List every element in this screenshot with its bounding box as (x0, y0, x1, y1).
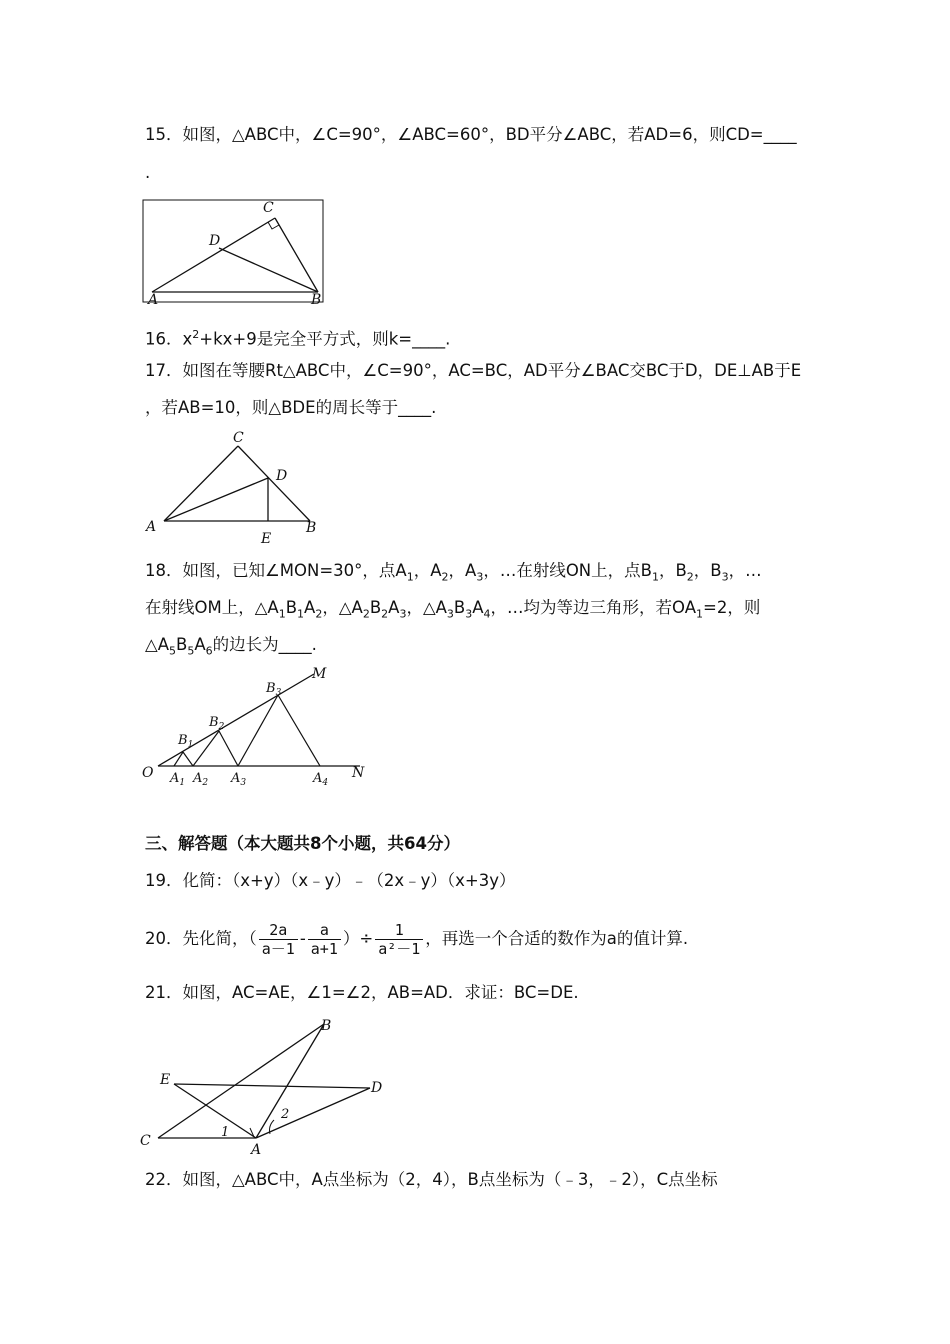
q18-sub: 6 (205, 644, 213, 658)
label-q18-B3: $B_3$ (266, 681, 282, 698)
label-q15-C: C (263, 200, 274, 216)
q18-t: B (285, 598, 298, 617)
question-17-line-1: 17．如图在等腰Rt△ABC中，∠C=90°，AC=BC，AD平分∠BAC交BC于D，DE⊥AB于E (145, 361, 802, 380)
label-q15-D: D (209, 233, 221, 249)
label-q21-B: B (321, 1018, 332, 1034)
label-q17-B: B (306, 520, 317, 536)
q18-sub: 3 (465, 607, 473, 621)
q18-sub: 2 (381, 607, 389, 621)
q18-t7: ，… (728, 561, 762, 580)
q18-sub: 3 (446, 607, 454, 621)
label-q17-D: D (276, 468, 288, 484)
label-q18-A3: $A_3$ (231, 771, 247, 788)
label-q21-D: D (371, 1080, 383, 1096)
figure-q17-triangle (140, 428, 330, 548)
q18-t4: ，…在射线ON上，点B (483, 561, 652, 580)
fraction-numerator: a (308, 921, 341, 940)
label-q18-M: M (312, 666, 327, 682)
label-q18-A4: $A_4$ (313, 771, 329, 788)
question-21-text: 21．如图，AC=AE，∠1=∠2，AB=AD．求证：BC=DE. (145, 983, 579, 1002)
label-q21-angle-1: 1 (221, 1125, 230, 1140)
figure-q15-frame (143, 200, 323, 302)
q18-sub: 2 (686, 570, 694, 584)
label-q17-E: E (261, 531, 272, 547)
q18-sub: 3 (476, 570, 484, 584)
q18-sub: 2 (315, 607, 323, 621)
q18-sub: 4 (483, 607, 491, 621)
label-q21-A: A (251, 1142, 262, 1158)
figure-q15-triangle (140, 196, 330, 308)
label-q18-B2: $B_2$ (209, 715, 225, 732)
q20-pre: 20．先化简，（ (145, 929, 257, 948)
q18-t: B (175, 635, 188, 654)
q16-post: +kx+9是完全平方式，则k=____. (199, 329, 451, 349)
q18-t: 在射线OM上，△A (145, 598, 279, 617)
q18-sub: 1 (278, 607, 286, 621)
q18-sub: 1 (651, 570, 659, 584)
q18-t: ，△A (406, 598, 447, 617)
q18-t: B (453, 598, 466, 617)
fraction-denominator: a－1 (261, 940, 295, 958)
q20-minus: - (299, 929, 306, 948)
q18-sub: 1 (696, 607, 704, 621)
q18-t: A (194, 635, 206, 654)
fraction-a-over-a-plus-1 (308, 921, 341, 958)
q20-post: ，再选一个合适的数作为a的值计算. (425, 929, 689, 948)
figure-q18-equilateral-chain (138, 660, 378, 790)
q18-t: B (369, 598, 382, 617)
q16-pre: 16．x (145, 329, 193, 349)
q18-t: 的边长为____. (212, 635, 317, 654)
q16-sup: 2 (192, 328, 200, 341)
label-q21-E: E (160, 1072, 171, 1088)
question-18-line-3 (145, 634, 317, 662)
q18-t2: ，A (413, 561, 442, 580)
q18-t: =2，则 (703, 598, 761, 617)
fraction-2a-over-a-minus-1 (259, 921, 298, 958)
q20-mid: ）÷ (342, 929, 374, 948)
label-q18-B1: $B_1$ (178, 733, 194, 750)
q18-t: A (304, 598, 316, 617)
q18-sub: 1 (406, 570, 414, 584)
q18-t: △A (145, 635, 169, 654)
label-q15-B: B (311, 292, 322, 308)
question-18-line-2 (145, 597, 760, 625)
q18-t: ，△A (322, 598, 363, 617)
q18-t1: 18．如图，已知∠MON=30°，点A (145, 561, 407, 580)
label-q18-N: N (352, 765, 365, 781)
fraction-numerator: 1 (375, 921, 423, 940)
q18-sub: 2 (362, 607, 370, 621)
question-15-text: 15．如图，△ABC中，∠C=90°，∠ABC=60°，BD平分∠ABC，若AD=6，则CD=____ (145, 125, 797, 144)
question-15-continuation: . (145, 163, 151, 182)
label-q17-C: C (233, 430, 244, 446)
label-q18-A2: $A_2$ (193, 771, 209, 788)
question-20-text (145, 917, 688, 961)
q18-t6: ，B (693, 561, 722, 580)
q18-sub: 2 (441, 570, 449, 584)
q18-sub: 5 (187, 644, 195, 658)
fraction-1-over-a2-minus-1 (375, 921, 423, 958)
q18-t: ，…均为等边三角形，若OA (490, 598, 697, 617)
question-19-text: 19．化简：（x+y）（x﹣y）﹣（2x﹣y）（x+3y） (145, 871, 516, 890)
label-q18-O: O (142, 765, 154, 781)
q18-sub: 3 (721, 570, 729, 584)
label-q21-C: C (140, 1133, 151, 1149)
q18-sub: 1 (297, 607, 305, 621)
q18-t3: ，A (448, 561, 477, 580)
q18-sub: 3 (399, 607, 407, 621)
question-17-line-2: ，若AB=10，则△BDE的周长等于____. (145, 398, 437, 417)
q18-t: A (472, 598, 484, 617)
q18-t5: ，B (658, 561, 687, 580)
label-q15-A: A (148, 292, 159, 308)
q18-sub: 5 (168, 644, 176, 658)
fraction-denominator: a+1 (310, 940, 338, 958)
question-16-text (145, 324, 450, 351)
q18-t: A (388, 598, 400, 617)
label-q18-A1: $A_1$ (170, 771, 186, 788)
label-q17-A: A (146, 519, 157, 535)
fraction-denominator: a²－1 (378, 940, 421, 958)
fraction-numerator: 2a (259, 921, 298, 940)
section-3-heading: 三、解答题（本大题共8个小题，共64分） (145, 834, 460, 853)
label-q21-angle-2: 2 (281, 1107, 290, 1122)
question-18-line-1 (145, 560, 762, 588)
figure-q21-triangles (138, 1012, 398, 1160)
question-22-text: 22．如图，△ABC中，A点坐标为（2，4），B点坐标为（﹣3，﹣2），C点坐标 (145, 1170, 718, 1189)
